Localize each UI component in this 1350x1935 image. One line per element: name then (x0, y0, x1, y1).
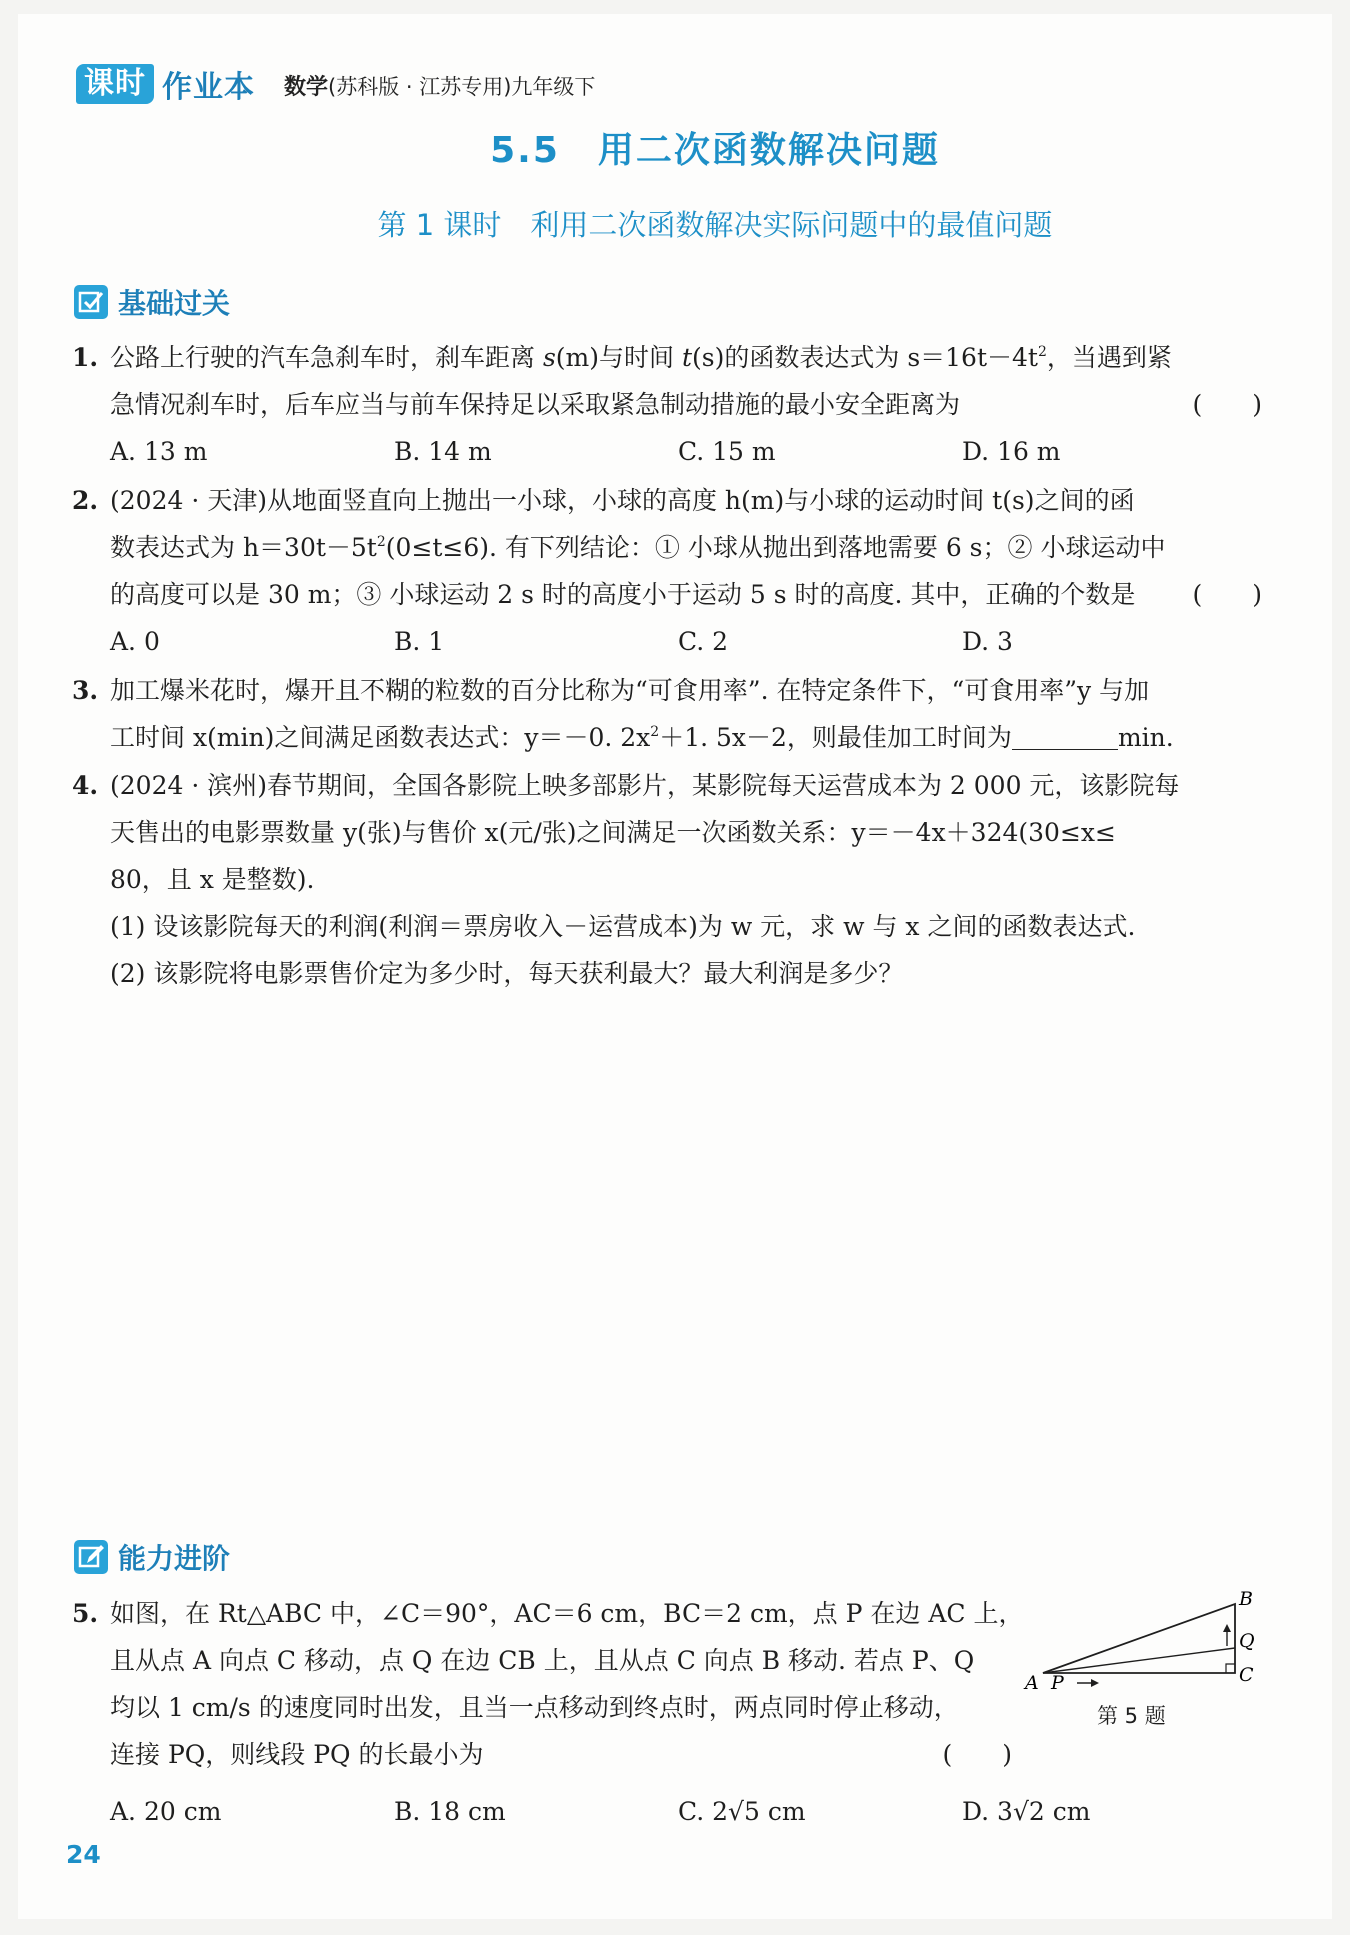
question-2: 2. (2024 · 天津)从地面竖直向上抛出一小球，小球的高度 h(m)与小球的运动时间 t(s)之间的函 数表达式为 $h=30t-5t^2(0\le t\le 6)$. 有下列结论：① 小球从抛出到落地需要 6 s；② 小球运动中 的高度可以是 30 m；③ 小球运动 2 s 时的高度小于运动 5 s 时的高度. 其中，正确的个数是 ( ) A. 0 B. 1 C. 2 D. 3 (72, 477, 1262, 665)
options (72, 618, 1262, 665)
option-b: B. 14 m (394, 437, 492, 466)
section-title: 5.5 用二次函数解决问题 (490, 130, 940, 171)
question-number: 5. (72, 1599, 99, 1628)
option-d: D. 3 (962, 627, 1013, 656)
label-c: C (1239, 1664, 1254, 1686)
brand (76, 62, 255, 106)
option-c: C. 2 (678, 627, 729, 656)
option-b: B. 1 (394, 627, 445, 656)
question-number: 3. (72, 676, 99, 705)
pencil-icon (74, 1540, 108, 1574)
option-a: A. 0 (110, 627, 160, 656)
triangle-abc (1043, 1604, 1235, 1673)
option-d: D. 3√2 cm (962, 1797, 1091, 1826)
subject: 数学 (284, 75, 329, 100)
part-title: 能力进阶 (118, 1542, 231, 1575)
options (72, 428, 1262, 475)
label-a: A (1025, 1672, 1039, 1690)
option-a: A. 20 cm (110, 1797, 222, 1826)
part-heading-advanced (74, 1537, 230, 1577)
question-number: 1. (72, 343, 99, 372)
page-number: 24 (66, 1840, 101, 1869)
lesson-title: 第 1 课时 利用二次函数解决实际问题中的最值问题 (377, 208, 1053, 242)
part-heading-basic (74, 282, 230, 322)
options (72, 1788, 1262, 1835)
answer-blank[interactable] (1012, 726, 1118, 750)
sub-question-2: (2) 该影院将电影票售价定为多少时，每天获利最大？最大利润是多少？ (110, 959, 904, 988)
option-b: B. 18 cm (394, 1797, 506, 1826)
brand-logo: 课时 (76, 64, 154, 104)
brand-name: 作业本 (162, 70, 255, 105)
option-c: C. 2√5 cm (678, 1797, 806, 1826)
triangle-figure (1015, 1590, 1265, 1690)
label-p: P (1051, 1672, 1064, 1690)
right-angle-mark (1226, 1664, 1235, 1673)
answer-paren: ( ) (1192, 390, 1262, 419)
segment-pq (1043, 1648, 1235, 1673)
edition: (苏科版 · 江苏专用)九年级下 (328, 75, 596, 99)
label-q: Q (1239, 1630, 1255, 1652)
option-a: A. 13 m (110, 437, 208, 466)
figure-caption: 第 5 题 (1097, 1704, 1166, 1728)
option-d: D. 16 m (962, 437, 1061, 466)
answer-paren: ( ) (942, 1740, 1012, 1769)
question-5: 5. 如图，在 Rt△ABC 中，∠C＝90°，AC＝6 cm，BC＝2 cm，点 P 在边 AC 上， 且从点 A 向点 C 移动，点 Q 在边 CB 上，且从点 C 向点 B 移动. 若点 P、Q 均以 1 cm/s 的速度同时出发，且当一点移动到终点时，两点同时停止移动， 连接 PQ，则线段 PQ 的长最小为 ( ) A. 20 cm B. 18 cm C. 2√5 cm D. 3√2 cm (72, 1590, 1262, 1835)
answer-paren: ( ) (1192, 580, 1262, 609)
label-b: B (1239, 1590, 1253, 1610)
question-4: 4. (2024 · 滨州)春节期间，全国各影院上映多部影片，某影院每天运营成本为 2 000 元，该影院每 天售出的电影票数量 y(张)与售价 x(元/张)之间满足一次函数关系：y＝－4x＋324(30≤x≤ 80，且 x 是整数). (1) 设该影院每天的利润(利润＝票房收入－运营成本)为 w 元，求 w 与 x 之间的函数表达式. (2) 该影院将电影票售价定为多少时，每天获利最大？最大利润是多少？ (72, 762, 1262, 997)
part-title: 基础过关 (118, 287, 231, 320)
sub-question-1: (1) 设该影院每天的利润(利润＝票房收入－运营成本)为 w 元，求 w 与 x 之间的函数表达式. (110, 912, 1136, 941)
question-number: 2. (72, 486, 99, 515)
book-info (284, 70, 595, 101)
question-1: 1. 公路上行驶的汽车急刹车时，刹车距离 s(m)与时间 t(s)的函数表达式为 $s=16t-4t^2$，当遇到紧 急情况刹车时，后车应当与前车保持足以采取紧急制动措施的最小安全距离为 ( ) A. 13 m B. 14 m C. 15 m D. 16 m (72, 334, 1262, 475)
option-c: C. 15 m (678, 437, 776, 466)
checkbox-icon (74, 285, 108, 319)
question-number: 4. (72, 771, 99, 800)
question-3: 3. 加工爆米花时，爆开且不糊的粒数的百分比称为“可食用率”. 在特定条件下，“可食用率”y 与加 工时间 x(min)之间满足函数表达式：y＝－0. $2x^2+1$. 5x－2，则最佳加工时间为 min. (72, 667, 1262, 761)
